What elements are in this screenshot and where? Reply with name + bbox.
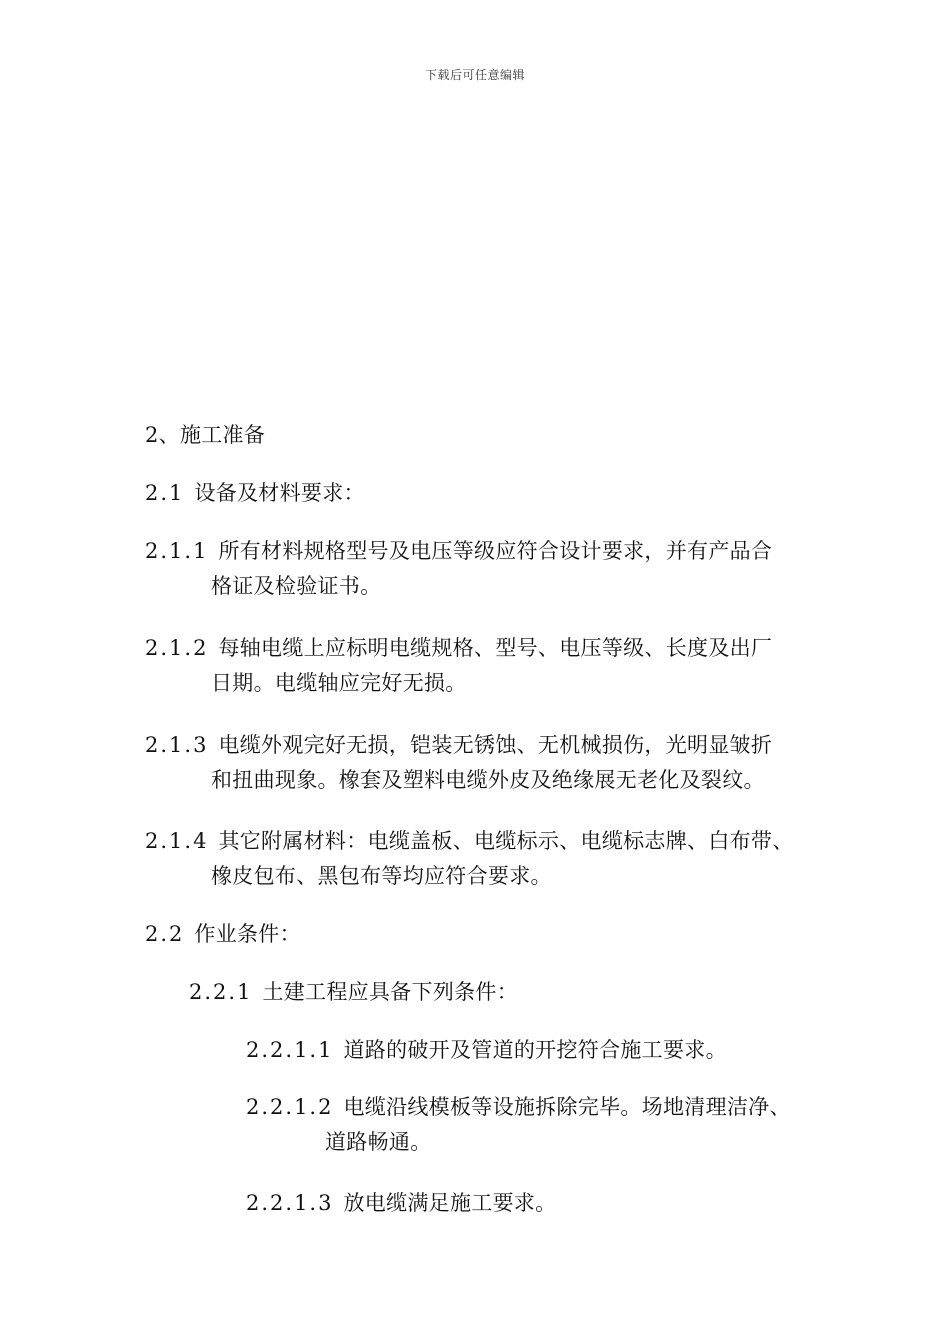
item-2-1-3-line2: 和扭曲现象。橡套及塑料电缆外皮及绝缘展无老化及裂纹。	[211, 768, 765, 792]
item-2-1-3-line1	[145, 728, 772, 762]
item-2-1-1-line1	[145, 534, 772, 568]
heading-text: 设备及材料要求：	[194, 481, 365, 505]
item-number: 2.1.4	[145, 829, 209, 853]
item-number: 2.2.1.2	[246, 1095, 334, 1119]
item-2-2-1-1	[246, 1033, 727, 1067]
heading-number: 2.2	[145, 922, 185, 946]
item-number: 2.1.3	[145, 733, 209, 757]
item-2-1-2-line1	[145, 631, 772, 665]
item-number: 2.2.1.1	[246, 1038, 334, 1062]
heading-number: 2.1	[145, 481, 185, 505]
item-text: 电缆沿线模板等设施拆除完毕。场地清理洁净、	[343, 1095, 791, 1119]
heading-2-1	[145, 476, 365, 510]
item-2-2-1-2-line1	[246, 1090, 791, 1124]
item-text: 每轴电缆上应标明电缆规格、型号、电压等级、长度及出厂	[218, 636, 773, 660]
item-text: 电缆外观完好无损，铠装无锈蚀、无机械损伤，光明显皱折	[218, 733, 773, 757]
section-title: 2、施工准备	[145, 423, 266, 447]
item-2-1-4-line2: 橡皮包布、黑包布等均应符合要求。	[211, 864, 552, 888]
item-number: 2.1.2	[145, 636, 209, 660]
item-text: 所有材料规格型号及电压等级应符合设计要求，并有产品合	[218, 539, 773, 563]
heading-2-2-1	[189, 975, 518, 1009]
header-note: 下载后可任意编辑	[424, 68, 525, 82]
item-number: 2.2.1.3	[246, 1191, 334, 1215]
item-2-2-1-2-line2: 道路畅通。	[325, 1130, 432, 1154]
item-number: 2.1.1	[145, 539, 209, 563]
item-2-1-2-line2: 日期。电缆轴应完好无损。	[211, 671, 467, 695]
item-text: 其它附属材料：电缆盖板、电缆标示、电缆标志牌、白布带、	[218, 829, 794, 853]
item-2-1-4-line1	[145, 824, 794, 858]
item-text: 放电缆满足施工要求。	[343, 1191, 557, 1215]
item-2-1-1-line2: 格证及检验证书。	[211, 574, 382, 598]
heading-number: 2.2.1	[189, 980, 253, 1004]
heading-2-2	[145, 917, 301, 951]
heading-text: 作业条件：	[194, 922, 301, 946]
item-text: 道路的破开及管道的开挖符合施工要求。	[343, 1038, 727, 1062]
item-2-2-1-3	[246, 1186, 556, 1220]
heading-text: 土建工程应具备下列条件：	[262, 980, 519, 1004]
